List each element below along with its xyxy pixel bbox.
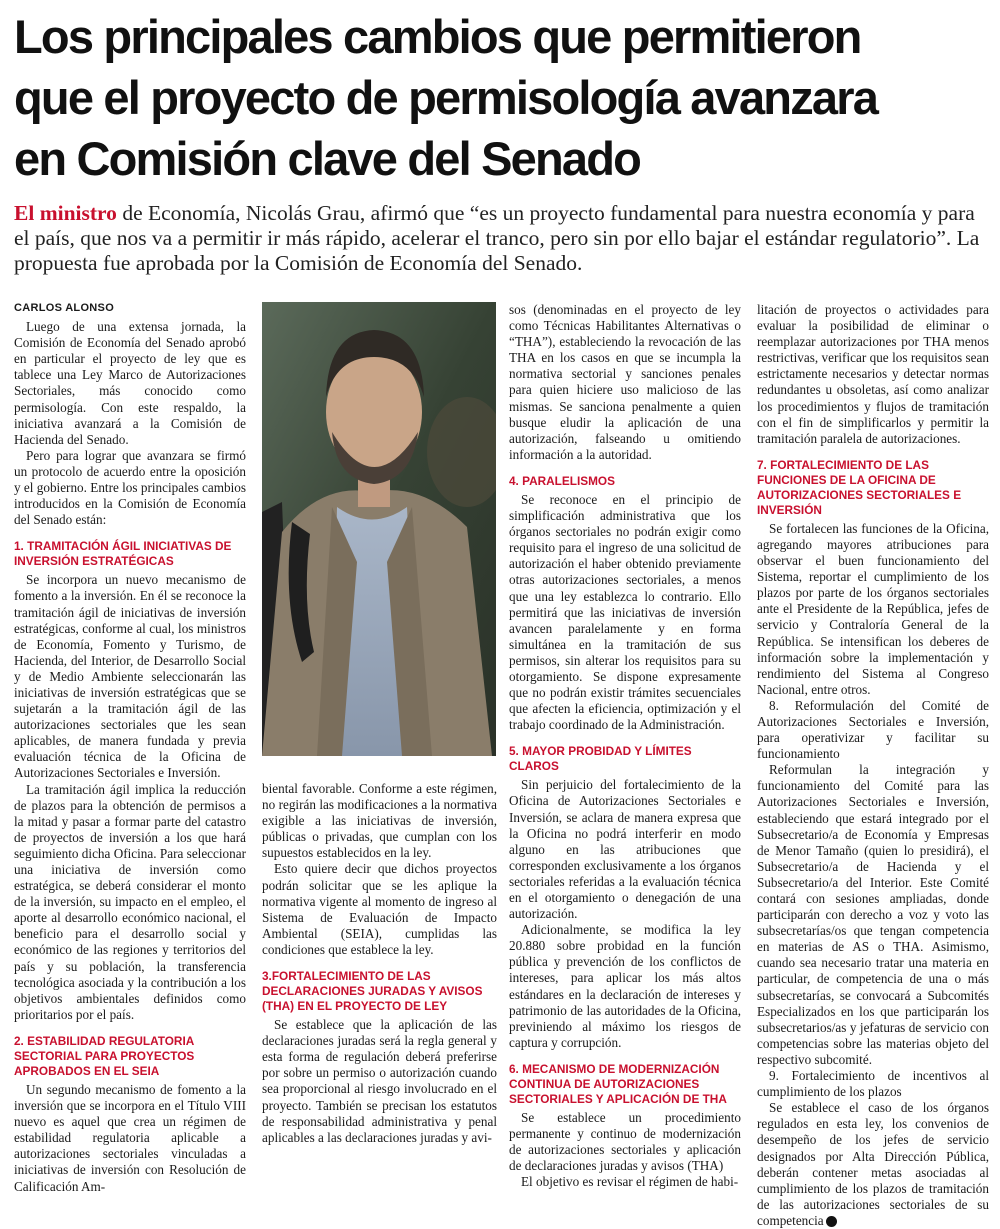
paragraph: 8. Reformulación del Comité de Autorizaciones Sectoriales e Inversión, para operativizar y facilitar su funcionamiento <box>757 697 989 762</box>
byline: CARLOS ALONSO <box>14 302 115 314</box>
section-heading: 3.FORTALECIMIENTO DE LAS DECLARACIONES JURADAS Y AVISOS (THA) EN EL PROYECTO DE LEY <box>262 969 483 1014</box>
paragraph: sos (denominadas en el proyecto de ley como Técnicas Habilitantes Alternativas o “THA”), estableciendo la revocación de las THA en los casos en que se incumpla la normativa sectorial y sanciones penales para quien hiciere uso malicioso de las mismas. Se sanciona penalmente a quien busque eludir la aplicación de una autorización, falseando u omitiendo información a la autoridad. <box>509 302 741 462</box>
paragraph: Se reconoce en el principio de simplificación administrativa que los órganos sectoriales no podrán exigir como requisito para el ingreso de una solicitud de autorización el haber obtenido previamente otras autorizaciones sectoriales, a menos que una ley establezca lo contrario. Ello permitirá que las iniciativas de inversión avancen paralelamente y en forma simultánea en la tramitación de sus permisos, sin alterar los requisitos para su otorgamiento. Se dispone expresamente que no podrán existir trámites secuenciales que afecten la eficiencia, optimización y el trabajo coordinado de la Administración. <box>509 491 741 733</box>
column-2 <box>262 781 497 1146</box>
paragraph: Pero para lograr que avanzara se firmó un protocolo de acuerdo entre la oposición y el gobierno. Entre los principales cambios introducidos en la Comisión de Economía del Senado están: <box>14 447 246 528</box>
paragraph: La tramitación ágil implica la reducción de plazos para la obtención de permisos a la mitad y pasar a formar parte del catastro de proyectos de inversión a los que hará seguimiento dicha Oficina. Para seleccionar una iniciativa de inversión como estratégica, se deberá considerar el monto de la inversión, su impacto en el empleo, el aporte al desarrollo económico nacional, el beneficio para el desarrollo social y económico de las regiones y territorios del país y su población, la transferencia tecnológica asociada y la contribución a los objetivos ambientales definidos como prioritarios por el país. <box>14 781 246 1022</box>
section-heading: 5. MAYOR PROBIDAD Y LÍMITES CLAROS <box>509 744 692 774</box>
paragraph: biental favorable. Conforme a este régimen, no regirán las modificaciones a la normativa exigible a las iniciativas de inversión, públicas o privadas, que cumplan con los supuestos establecidos en la ley. <box>262 781 497 861</box>
paragraph: Se fortalecen las funciones de la Oficina, agregando mayores atribuciones para observar el buen funcionamiento del Sistema, reportar el cumplimiento de los plazos por parte de los órganos sectoriales ante el Presidente de la República, jefes de servicio y Contraloría General de la República. Se intensifican los deberes de información sobre la implementación y rendimiento del Sistema al Congreso Nacional, entre otros. <box>757 520 989 697</box>
paragraph: Luego de una extensa jornada, la Comisión de Economía del Senado aprobó en particular el proyecto de ley que es tablece una Ley Marco de Autorizaciones Sectoriales, más conocido como permisología. Con este respaldo, la iniciativa avanzará a la Comisión de Hacienda del Senado. <box>14 319 246 447</box>
headline-line: que el proyecto de permisología avanzara <box>14 71 878 124</box>
section-heading: 4. PARALELISMOS <box>509 473 615 488</box>
paragraph: Se establece que la aplicación de las declaraciones juradas será la regla general y esta forma de regulación deberá preferirse por sobre un permiso o autorización cuando sea proporcional al riesgo involucrado en el proyecto. También se precisan los estatutos de responsabilidad administrativa y penal aplicables a las declaraciones juradas y avi- <box>262 1017 497 1145</box>
column-3 <box>509 302 741 1190</box>
lead-text: de Economía, Nicolás Grau, afirmó que “es un proyecto fundamental para nuestra economía y para el país, que nos va a permitir ir más rápido, acelerar el tranco, pero sin por ello bajar el estándar regulatorio”. La propuesta fue aprobada por la Comisión de Economía del Senado. <box>14 201 980 275</box>
headline-line: Los principales cambios que permitieron <box>14 10 861 63</box>
headline-line: en Comisión clave del Senado <box>14 132 641 185</box>
paragraph: 9. Fortalecimiento de incentivos al cumplimiento de los plazos <box>757 1068 989 1100</box>
section-heading: 7. FORTALECIMIENTO DE LAS FUNCIONES DE LA OFICINA DE AUTORIZACIONES SECTORIALES E INVERSIÓN <box>757 457 962 517</box>
lead-highlight: El ministro <box>14 201 117 225</box>
paragraph: litación de proyectos o actividades para evaluar la posibilidad de eliminar o reemplazar autorizaciones por THA menos restrictivas, verificar que los requisitos sean estrictamente necesarios y detectar normas redundantes u obsoletas, así como analizar los procedimientos y flujos de tramitación con el fin de simplificarlos y permitir la tramitación paralela de autorizaciones. <box>757 302 989 446</box>
section-heading: 2. ESTABILIDAD REGULATORIA SECTORIAL PARA PROYECTOS APROBADOS EN EL SEIA <box>14 1033 195 1078</box>
minister-photo <box>262 302 496 756</box>
paragraph: Se incorpora un nuevo mecanismo de fomento a la inversión. En él se reconoce la tramitación ágil de iniciativas de inversión estratégicas, conforme al cual, los ministros de Economía, Fomento y Turismo, de Hacienda, del Interior, de Desarrollo Social y de Medio Ambiente seleccionarán las iniciativas de inversión estratégicas que se sujetarán a la tramitación ágil de las autorizaciones sectoriales que les sean aplicables, de manera fundada y previa evaluación técnica de la Oficina de Autorizaciones Sectoriales e Inversión. <box>14 572 246 781</box>
section-heading: 6. MECANISMO DE MODERNIZACIÓN CONTINUA DE AUTORIZACIONES SECTORIALES Y APLICACIÓN DE THA <box>509 1061 727 1106</box>
paragraph: Se establece un procedimiento permanente y continuo de modernización de autorizaciones sectoriales y aplicación de declaraciones juradas y avisos (THA) <box>509 1109 741 1174</box>
column-1 <box>14 300 246 1195</box>
paragraph: Un segundo mecanismo de fomento a la inversión que se incorpora en el Título VIII nuevo es aquel que crea un régimen de estabilidad regulatoria aplicable a autorizaciones sectoriales vinculadas a iniciativas de inversión con Resolución de Calificación Am- <box>14 1081 246 1194</box>
paragraph: Reformulan la integración y funcionamiento del Comité para las Autorizaciones Sectoriales e Inversión, estableciendo que estará integrado por el Subsecretario/a de Economía y Empresas de Menor Tamaño (quien lo presidirá), el Subsecretario/a de Hacienda y el Subsecretario/a del Interior. Este Comité contará con sesiones ampliadas, donde participarán con derecho a voz y voto las subsecretarías/os que tengan competencia en materias de AS o THA. Asimismo, cuando sea necesario tratar una materia en particular, de competencia de una o más subsecretarías, se convocará a Subcomités Especializados en los que participarán los subsecretarios/as y jefaturas de servicio con competencias sobre las materias objeto del respectivo subcomité. <box>757 762 989 1067</box>
lead-paragraph <box>14 201 986 276</box>
paragraph: El objetivo es revisar el régimen de habi- <box>521 1174 739 1190</box>
paragraph <box>757 1100 989 1229</box>
headline <box>14 6 994 189</box>
paragraph: Sin perjuicio del fortalecimiento de la Oficina de Autorizaciones Sectoriales e Inversión, se aclara de manera expresa que la Oficina no podrá interferir en modo alguno en las atribuciones que corresponden exclusivamente a los órganos sectoriales referidas a la evaluación técnica en el otorgamiento o denegación de una autorización. <box>509 777 741 922</box>
column-4 <box>757 302 989 1229</box>
end-mark-icon <box>826 1216 837 1227</box>
section-heading: 1. TRAMITACIÓN ÁGIL INICIATIVAS DE INVERSIÓN ESTRATÉGICAS <box>14 539 232 569</box>
final-paragraph-text: Se establece el caso de los órganos regulados en esta ley, los convenios de desempeño de los jefes de servicio designados por Alta Dirección Pública, deberán contener metas asociadas al cumplimiento de los plazos de tramitación de las autorizaciones sectoriales de su competencia <box>757 1100 989 1228</box>
paragraph: Esto quiere decir que dichos proyectos podrán solicitar que se les aplique la normativa vigente al momento de ingreso al Sistema de Evaluación de Impacto Ambiental (SEIA), cumplidas las condiciones que establece la ley. <box>262 861 497 957</box>
paragraph: Adicionalmente, se modifica la ley 20.880 sobre probidad en la función pública y prevención de los conflictos de intereses, para aplicar los más altos estándares en la declaración de intereses y patrimonio de las autoridades de la Oficina, previniendo al máximo los riesgos de captura y corrupción. <box>509 922 741 1050</box>
